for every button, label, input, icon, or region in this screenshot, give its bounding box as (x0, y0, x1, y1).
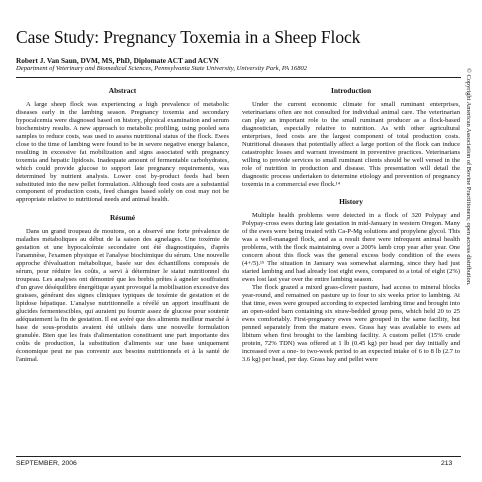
resume-text: Dans un grand troupeau de moutons, on a observé une forte prévalence de maladies métaboliques au début de la saison des agnelages. Une toxémie de gestation et une hypocalcémie secondaire ont été diagnostiquées, d'après l'anamnèse, l'examen physique et l'analyse biochimique du sérum. Une nouvelle approche d'évaluation métabolique, basée sur des échantillons composés de sérum, pour réduire les coûts, a servi à déterminer le statut nutritionnel du troupeau. Les analyses ont démontré que les brebis prêtes à agneler souffraient d'un grave déséquilibre énergétique ayant provoqué la mobilisation excessive des graisses, générant des signes cliniques typiques de toxémie de gestation et de lipidose hépatique. L'analyse nutritionnelle a révélé un apport insuffisant de glucides fermentescibles, qui auraient pu fournir assez de glucose pour soutenir adéquatement la fin de gestation. Il est avéré que des aliments meilleur marché à base de sous-produits avaient été utilisés dans une nouvelle formulation granulée. Bien que les frais d'alimentation constituent une part importante des coûts de production, la substitution d'aliments sur une base uniquement économique peut ne pas convenir aux besoins nutritionnels et à la santé de l'animal. (16, 228, 229, 363)
abstract-heading: Abstract (108, 86, 137, 95)
page-number: 213 (441, 460, 453, 467)
footer-divider (16, 456, 461, 457)
article-authors: Robert J. Van Saun, DVM, MS, PhD, Diplomate ACT and ACVN (16, 56, 219, 65)
history-heading: History (339, 197, 363, 207)
issue-date: SEPTEMBER, 2006 (16, 460, 77, 467)
history-paragraph: The flock grazed a mixed grass-clover pasture, had access to mineral blocks year-round, and remained on pasture up to four to six weeks prior to lambing. At that time, ewes were grouped according to expected lambing time and brought into an open-sided barn containing six straw-bedded group pens, which held 20 to 25 ewes comfortably. First-pregnancy ewes were grouped in the same facility, but penned separately from the mature ewes. Grass hay was available to ewes ad libitum when first brought to the lambing facility. A custom pellet (15% crude protein, 72% TDN) was offered at 1 lb (0.45 kg) per head per day initially and increased over a one- to two-week period to an expected intake of 6 to 8 lb (2.7 to 3.6 kg) per head, per day. Grass hay and pellet were (242, 284, 460, 363)
header-divider (16, 77, 461, 78)
right-column (242, 86, 460, 364)
copyright-sidebar (465, 68, 480, 408)
author-affiliation: Department of Veterinary and Biomedical Sciences, Pennsylvania State University, University Park, PA 16802 (16, 65, 308, 72)
introduction-heading: Introduction (330, 86, 372, 95)
introduction-text: Under the current economic climate for small ruminant enterprises, veterinarians often are not consulted for individual animal care. The veterinarian can play an important role to the small ruminant producer as a flock-based diagnostician, especially relative to nutrition. As with other agricultural enterprises, feed costs are the largest component of total production costs. Nutritional diseases that potentially affect a large portion of the flock can induce catastrophic losses and warrant investment in preventive practices. Veterinarians willing to provide services to small ruminant clients should be well versed in the role of nutrition in production and disease. This presentation will detail the diagnostic process undertaken to determine etiology and prevention of pregnancy toxemia in a commercial ewe flock.¹⁴ (242, 101, 460, 188)
resume-heading: Résumé (109, 213, 136, 223)
abstract-text: A large sheep flock was experiencing a high prevalence of metabolic diseases early in the lambing season. Pregnancy toxemia and secondary hypocalcemia were diagnosed based on history, physical examination and serum biochemistry results. A new approach to metabolic profiling, using pooled sera samples to reduce costs, was used to assess nutritional status of the flock. Ewes close to the time of lambing were found to be in severe negative energy balance, resulting in excessive fat mobilization and signs associated with pregnancy toxemia and hepatic lipidosis. Inadequate amount of fermentable carbohydrates, which could provide glucose to support late pregnancy requirements, was determined by nutrient analysis. Lower cost by-product feeds had been substituted into the new pellet formulation. Although feed costs are a substantial component of production costs, feed changes based solely on cost may not be appropriate relative to nutritional needs and animal health. (16, 101, 229, 204)
history-paragraph: Multiple health problems were detected in a flock of 320 Polypay and Polypay-cross ewes during late gestation in mid-January in western Oregon. Many of the ewes were being treated with Ca-P-Mg solutions and propylene glycol. This was a well-managed flock, and as a result there were infrequent animal health problems, with the flock maintaining over a 200% lamb crop year after year. One concern about this flock was the general excess body condition of the ewes (4+/5).¹⁵ The situation in January was somewhat alarming, since they had just started lambing and had already lost eight ewes, compared to a total of eight (2%) ewes lost last year over the entire lambing season. (242, 212, 460, 284)
copyright-notice: © Copyright American Association of Bovine Practitioners; open access distribution. (465, 68, 472, 286)
left-column (16, 86, 229, 364)
article-title: Case Study: Pregnancy Toxemia in a Sheep Flock (16, 27, 361, 47)
